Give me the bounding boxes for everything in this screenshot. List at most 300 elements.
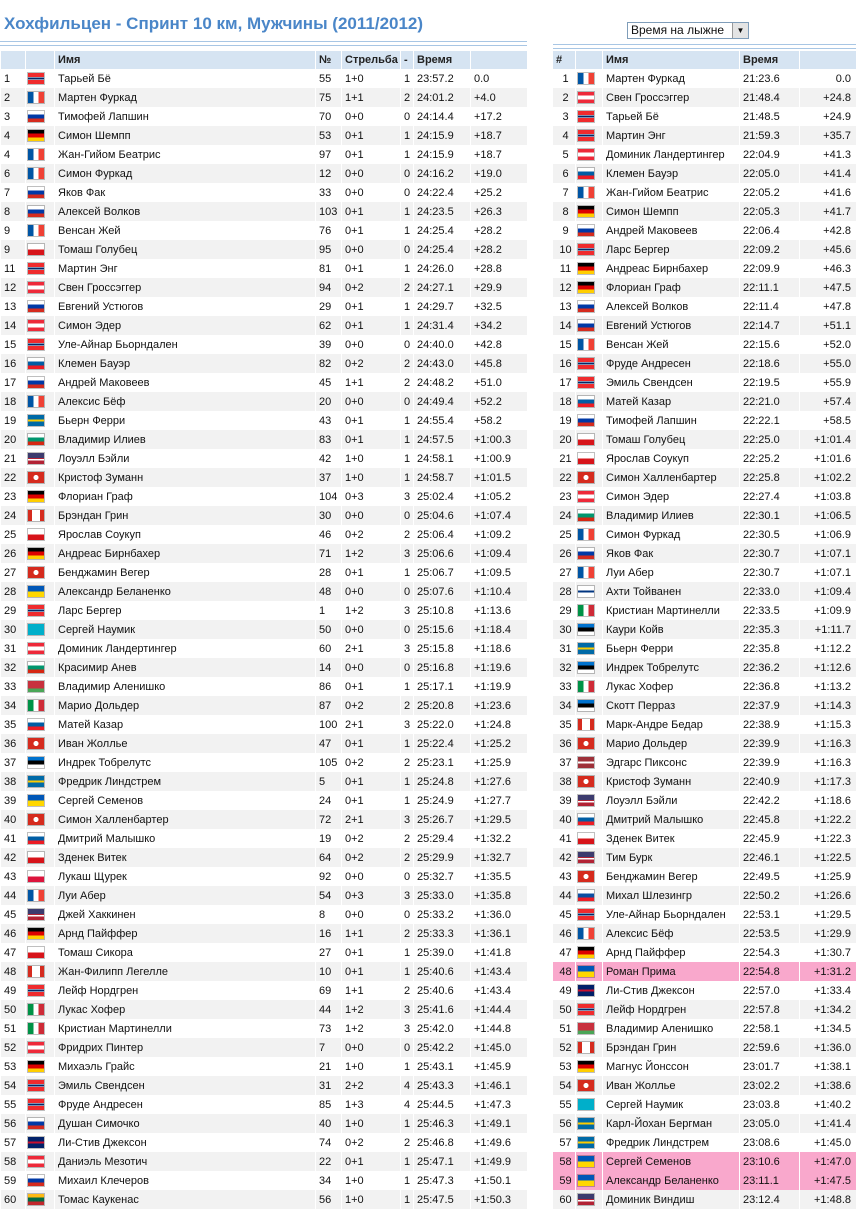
row-position: 22 xyxy=(1,468,25,487)
table-row[interactable] xyxy=(1,1114,527,1133)
table-row[interactable] xyxy=(553,848,856,867)
misses-total: 1 xyxy=(401,1190,413,1209)
athlete-name-link[interactable]: Ли-Стив Джексон xyxy=(603,981,739,1000)
athlete-name-link[interactable]: Жан-Филипп Легелле xyxy=(55,962,315,981)
athlete-name-link[interactable]: Свен Гроссэггер xyxy=(55,278,315,297)
table-row[interactable] xyxy=(1,848,527,867)
misses-total: 3 xyxy=(401,715,413,734)
athlete-name-link[interactable]: Лейф Нордгрен xyxy=(55,981,315,1000)
time-behind: +1:17.3 xyxy=(800,772,856,791)
athlete-name-link[interactable]: Михаил Клечеров xyxy=(55,1171,315,1190)
table-row[interactable] xyxy=(1,107,527,126)
athlete-name-link[interactable]: Зденек Витек xyxy=(55,848,315,867)
finish-time: 25:10.8 xyxy=(414,601,470,620)
table-row[interactable] xyxy=(553,1095,856,1114)
athlete-name-link[interactable]: Магнус Йонссон xyxy=(603,1057,739,1076)
athlete-name-link[interactable]: Симон Фуркад xyxy=(55,164,315,183)
athlete-name-link[interactable]: Зденек Витек xyxy=(603,829,739,848)
table-row[interactable] xyxy=(553,316,856,335)
athlete-name-link[interactable]: Флориан Граф xyxy=(55,487,315,506)
athlete-name-link[interactable]: Жан-Гийом Беатрис xyxy=(603,183,739,202)
dropdown-arrow-icon[interactable]: ▼ xyxy=(732,23,748,38)
table-row[interactable] xyxy=(1,867,527,886)
table-row[interactable] xyxy=(1,791,527,810)
table-row[interactable] xyxy=(553,221,856,240)
athlete-name-link[interactable]: Алексей Волков xyxy=(603,297,739,316)
athlete-name-link[interactable]: Клемен Бауэр xyxy=(55,354,315,373)
table-row[interactable] xyxy=(553,658,856,677)
table-row[interactable] xyxy=(1,335,527,354)
table-row[interactable] xyxy=(1,430,527,449)
country-flag-icon xyxy=(578,301,594,312)
header-time[interactable]: Время xyxy=(414,51,470,69)
time-behind: +1:38.1 xyxy=(800,1057,856,1076)
athlete-name-link[interactable]: Симон Эдер xyxy=(55,316,315,335)
athlete-name-link[interactable]: Клемен Бауэр xyxy=(603,164,739,183)
athlete-name-link[interactable]: Алексей Волков xyxy=(55,202,315,221)
row-position: 59 xyxy=(1,1171,25,1190)
flag-cell xyxy=(576,962,602,981)
flag-cell xyxy=(576,183,602,202)
athlete-name-link[interactable]: Лоуэлл Бэйли xyxy=(55,449,315,468)
table-row[interactable] xyxy=(1,468,527,487)
ski-time: 22:27.4 xyxy=(740,487,799,506)
athlete-name-link[interactable]: Сергей Семенов xyxy=(55,791,315,810)
athlete-name-link[interactable]: Кристиан Мартинелли xyxy=(55,1019,315,1038)
athlete-name-link[interactable]: Красимир Анев xyxy=(55,658,315,677)
athlete-name-link[interactable]: Евгений Устюгов xyxy=(603,316,739,335)
table-row[interactable] xyxy=(553,867,856,886)
table-row[interactable] xyxy=(1,886,527,905)
athlete-name-link[interactable]: Томас Каукенас xyxy=(55,1190,315,1209)
athlete-name-link[interactable]: Сергей Семенов xyxy=(603,1152,739,1171)
country-flag-icon xyxy=(578,529,594,540)
flag-cell xyxy=(26,1057,54,1076)
table-row[interactable] xyxy=(1,1000,527,1019)
athlete-name-link[interactable]: Каури Койв xyxy=(603,620,739,639)
athlete-name-link[interactable]: Яков Фак xyxy=(603,544,739,563)
table-row[interactable] xyxy=(553,905,856,924)
table-row[interactable] xyxy=(1,1133,527,1152)
table-row[interactable] xyxy=(553,1152,856,1171)
view-mode-select[interactable] xyxy=(627,22,749,39)
table-row[interactable] xyxy=(553,297,856,316)
table-row[interactable] xyxy=(553,753,856,772)
athlete-name-link[interactable]: Фридрих Пинтер xyxy=(55,1038,315,1057)
table-row[interactable] xyxy=(1,1057,527,1076)
table-row[interactable] xyxy=(553,962,856,981)
athlete-name-link[interactable]: Лукас Хофер xyxy=(55,1000,315,1019)
table-row[interactable] xyxy=(553,69,856,88)
table-row[interactable] xyxy=(1,1152,527,1171)
bib-number: 56 xyxy=(316,1190,341,1209)
shooting-result: 0+0 xyxy=(342,164,400,183)
table-row[interactable] xyxy=(1,658,527,677)
athlete-name-link[interactable]: Доминик Ландертингер xyxy=(603,145,739,164)
table-row[interactable] xyxy=(553,392,856,411)
finish-time: 25:07.6 xyxy=(414,582,470,601)
athlete-name-link[interactable]: Даниэль Мезотич xyxy=(55,1152,315,1171)
table-row[interactable] xyxy=(553,886,856,905)
country-flag-icon xyxy=(578,776,594,787)
table-row[interactable] xyxy=(553,601,856,620)
country-flag-icon xyxy=(28,225,44,236)
table-row[interactable] xyxy=(553,411,856,430)
athlete-name-link[interactable]: Фруде Андресен xyxy=(603,354,739,373)
table-row[interactable] xyxy=(1,164,527,183)
table-row[interactable] xyxy=(1,943,527,962)
table-row[interactable] xyxy=(1,506,527,525)
athlete-name-link[interactable]: Симон Халленбартер xyxy=(603,468,739,487)
table-row[interactable] xyxy=(1,696,527,715)
athlete-name-link[interactable]: Доминик Ландертингер xyxy=(55,639,315,658)
table-row[interactable] xyxy=(553,126,856,145)
athlete-name-link[interactable]: Владимир Илиев xyxy=(603,506,739,525)
table-row[interactable] xyxy=(1,88,527,107)
table-row[interactable] xyxy=(553,88,856,107)
athlete-name-link[interactable]: Симон Фуркад xyxy=(603,525,739,544)
table-row[interactable] xyxy=(553,924,856,943)
athlete-name-link[interactable]: Кристоф Зуманн xyxy=(55,468,315,487)
athlete-name-link[interactable]: Бьерн Ферри xyxy=(603,639,739,658)
athlete-name-link[interactable]: Владимир Илиев xyxy=(55,430,315,449)
athlete-name-link[interactable]: Андрей Маковеев xyxy=(603,221,739,240)
athlete-name-link[interactable]: Владимир Аленишко xyxy=(55,677,315,696)
athlete-name-link[interactable]: Ларс Бергер xyxy=(603,240,739,259)
table-row[interactable] xyxy=(553,791,856,810)
table-row[interactable] xyxy=(1,411,527,430)
athlete-name-link[interactable]: Эдгарс Пиксонс xyxy=(603,753,739,772)
table-row[interactable] xyxy=(553,354,856,373)
athlete-name-link[interactable]: Венсан Жей xyxy=(603,335,739,354)
athlete-name-link[interactable]: Уле-Айнар Бьорндален xyxy=(55,335,315,354)
country-flag-icon xyxy=(28,1118,44,1129)
athlete-name-link[interactable]: Сергей Наумик xyxy=(55,620,315,639)
athlete-name-link[interactable]: Тим Бурк xyxy=(603,848,739,867)
table-row[interactable] xyxy=(553,1133,856,1152)
athlete-name-link[interactable]: Тимофей Лапшин xyxy=(55,107,315,126)
athlete-name-link[interactable]: Александр Беланенко xyxy=(603,1171,739,1190)
misses-total: 3 xyxy=(401,601,413,620)
row-rank: 4 xyxy=(553,126,575,145)
table-row[interactable] xyxy=(1,487,527,506)
athlete-name-link[interactable]: Фруде Андресен xyxy=(55,1095,315,1114)
athlete-name-link[interactable]: Арнд Пайффер xyxy=(603,943,739,962)
table-row[interactable] xyxy=(553,696,856,715)
table-row[interactable] xyxy=(553,1076,856,1095)
flag-cell xyxy=(26,1133,54,1152)
table-row[interactable] xyxy=(1,1019,527,1038)
table-row[interactable] xyxy=(1,316,527,335)
table-row[interactable] xyxy=(553,183,856,202)
flag-cell xyxy=(576,202,602,221)
header-shooting[interactable]: Стрельба xyxy=(342,51,400,69)
athlete-name-link[interactable]: Матей Казар xyxy=(55,715,315,734)
table-row[interactable] xyxy=(553,620,856,639)
athlete-name-link[interactable]: Луи Абер xyxy=(603,563,739,582)
header-rank[interactable]: # xyxy=(553,51,575,69)
table-row[interactable] xyxy=(553,202,856,221)
athlete-name-link[interactable]: Мартин Энг xyxy=(55,259,315,278)
table-row[interactable] xyxy=(1,563,527,582)
athlete-name-link[interactable]: Симон Шемпп xyxy=(603,202,739,221)
flag-cell xyxy=(576,1038,602,1057)
bib-number: 103 xyxy=(316,202,341,221)
athlete-name-link[interactable]: Томаш Сикора xyxy=(55,943,315,962)
athlete-name-link[interactable]: Иван Жолльe xyxy=(603,1076,739,1095)
table-row[interactable] xyxy=(1,525,527,544)
flag-cell xyxy=(26,487,54,506)
athlete-name-link[interactable]: Дмитрий Малышко xyxy=(55,829,315,848)
athlete-name-link[interactable]: Эмиль Свендсен xyxy=(603,373,739,392)
table-row[interactable] xyxy=(553,1171,856,1190)
header-ski-time[interactable]: Время xyxy=(740,51,799,69)
table-row[interactable] xyxy=(1,221,527,240)
time-behind: +1:19.9 xyxy=(471,677,527,696)
time-behind: +24.8 xyxy=(800,88,856,107)
athlete-name-link[interactable]: Доминик Виндиш xyxy=(603,1190,739,1209)
athlete-name-link[interactable]: Лукаш Щурек xyxy=(55,867,315,886)
athlete-name-link[interactable]: Флориан Граф xyxy=(603,278,739,297)
athlete-name-link[interactable]: Иван Жолльe xyxy=(55,734,315,753)
athlete-name-link[interactable]: Андреас Бирнбахер xyxy=(55,544,315,563)
table-row[interactable] xyxy=(553,468,856,487)
header-misses[interactable]: - xyxy=(401,51,413,69)
country-flag-icon xyxy=(578,320,594,331)
table-row[interactable] xyxy=(553,373,856,392)
bib-number: 1 xyxy=(316,601,341,620)
table-row[interactable] xyxy=(1,278,527,297)
athlete-name-link[interactable]: Владимир Аленишко xyxy=(603,1019,739,1038)
table-row[interactable] xyxy=(1,677,527,696)
table-row[interactable] xyxy=(553,829,856,848)
ski-time: 22:14.7 xyxy=(740,316,799,335)
athlete-name-link[interactable]: Жан-Гийом Беатрис xyxy=(55,145,315,164)
athlete-name-link[interactable]: Бенджамин Вегер xyxy=(603,867,739,886)
header-name[interactable]: Имя xyxy=(603,51,739,69)
athlete-name-link[interactable]: Бьерн Ферри xyxy=(55,411,315,430)
athlete-name-link[interactable]: Брэндан Грин xyxy=(55,506,315,525)
athlete-name-link[interactable]: Михал Шлезингр xyxy=(603,886,739,905)
table-row[interactable] xyxy=(1,924,527,943)
table-row[interactable] xyxy=(1,259,527,278)
table-row[interactable] xyxy=(1,981,527,1000)
athlete-name-link[interactable]: Ярослав Соукуп xyxy=(603,449,739,468)
table-row[interactable] xyxy=(553,981,856,1000)
table-row[interactable] xyxy=(553,259,856,278)
table-row[interactable] xyxy=(1,354,527,373)
athlete-name-link[interactable]: Душан Симочко xyxy=(55,1114,315,1133)
table-row[interactable] xyxy=(553,639,856,658)
country-flag-icon xyxy=(578,1023,594,1034)
athlete-name-link[interactable]: Ярослав Соукуп xyxy=(55,525,315,544)
athlete-name-link[interactable]: Роман Прима xyxy=(603,962,739,981)
table-row[interactable] xyxy=(553,525,856,544)
athlete-name-link[interactable]: Ли-Стив Джексон xyxy=(55,1133,315,1152)
table-row[interactable] xyxy=(1,734,527,753)
table-row[interactable] xyxy=(1,202,527,221)
table-row[interactable] xyxy=(1,449,527,468)
table-row[interactable] xyxy=(553,772,856,791)
table-row[interactable] xyxy=(1,544,527,563)
table-row[interactable] xyxy=(1,829,527,848)
table-row[interactable] xyxy=(1,145,527,164)
table-row[interactable] xyxy=(1,240,527,259)
table-row[interactable] xyxy=(553,563,856,582)
athlete-name-link[interactable]: Джей Хаккинен xyxy=(55,905,315,924)
athlete-name-link[interactable]: Ахти Тойванен xyxy=(603,582,739,601)
table-row[interactable] xyxy=(553,1057,856,1076)
flag-cell xyxy=(26,544,54,563)
athlete-name-link[interactable]: Тарьей Бё xyxy=(55,69,315,88)
athlete-name-link[interactable]: Алексис Бёф xyxy=(55,392,315,411)
shooting-result: 0+1 xyxy=(342,430,400,449)
athlete-name-link[interactable]: Мартен Фуркад xyxy=(603,69,739,88)
table-row[interactable] xyxy=(553,430,856,449)
athlete-name-link[interactable]: Томаш Голубец xyxy=(603,430,739,449)
table-row[interactable] xyxy=(1,715,527,734)
athlete-name-link[interactable]: Андреас Бирнбахер xyxy=(603,259,739,278)
athlete-name-link[interactable]: Бенджамин Вегер xyxy=(55,563,315,582)
athlete-name-link[interactable]: Марио Дольдер xyxy=(55,696,315,715)
table-row[interactable] xyxy=(1,373,527,392)
athlete-name-link[interactable]: Матей Казар xyxy=(603,392,739,411)
athlete-name-link[interactable]: Марк-Андре Бедар xyxy=(603,715,739,734)
athlete-name-link[interactable]: Дмитрий Малышко xyxy=(603,810,739,829)
table-row[interactable] xyxy=(553,943,856,962)
table-row[interactable] xyxy=(553,278,856,297)
table-row[interactable] xyxy=(553,715,856,734)
table-row[interactable] xyxy=(1,905,527,924)
athlete-name-link[interactable]: Венсан Жей xyxy=(55,221,315,240)
table-row[interactable] xyxy=(1,753,527,772)
shooting-result: 0+0 xyxy=(342,867,400,886)
table-row[interactable] xyxy=(1,582,527,601)
table-row[interactable] xyxy=(553,810,856,829)
table-row[interactable] xyxy=(553,677,856,696)
athlete-name-link[interactable]: Мартен Фуркад xyxy=(55,88,315,107)
athlete-name-link[interactable]: Алексис Бёф xyxy=(603,924,739,943)
athlete-name-link[interactable]: Андрей Маковеев xyxy=(55,373,315,392)
athlete-name-link[interactable]: Кристоф Зуманн xyxy=(603,772,739,791)
table-row[interactable] xyxy=(553,1000,856,1019)
athlete-name-link[interactable]: Эмиль Свендсен xyxy=(55,1076,315,1095)
time-behind: +47.8 xyxy=(800,297,856,316)
header-bib[interactable]: № xyxy=(316,51,341,69)
athlete-name-link[interactable]: Яков Фак xyxy=(55,183,315,202)
athlete-name-link[interactable]: Сергей Наумик xyxy=(603,1095,739,1114)
table-row[interactable] xyxy=(1,1171,527,1190)
athlete-name-link[interactable]: Симон Шемпп xyxy=(55,126,315,145)
table-row[interactable] xyxy=(553,506,856,525)
table-row[interactable] xyxy=(553,449,856,468)
row-rank: 30 xyxy=(553,620,575,639)
shooting-result: 0+1 xyxy=(342,1152,400,1171)
header-name[interactable]: Имя xyxy=(55,51,315,69)
misses-total: 2 xyxy=(401,696,413,715)
table-row[interactable] xyxy=(553,544,856,563)
table-row[interactable] xyxy=(553,734,856,753)
athlete-name-link[interactable]: Индрек Тобрелутс xyxy=(603,658,739,677)
athlete-name-link[interactable]: Арнд Пайффер xyxy=(55,924,315,943)
table-row[interactable] xyxy=(553,487,856,506)
athlete-name-link[interactable]: Карл-Йохан Бергман xyxy=(603,1114,739,1133)
table-row[interactable] xyxy=(553,1190,856,1209)
table-row[interactable] xyxy=(1,126,527,145)
athlete-name-link[interactable]: Симон Эдер xyxy=(603,487,739,506)
athlete-name-link[interactable]: Томаш Голубец xyxy=(55,240,315,259)
table-row[interactable] xyxy=(1,772,527,791)
table-row[interactable] xyxy=(1,620,527,639)
table-row[interactable] xyxy=(1,962,527,981)
table-row[interactable] xyxy=(1,392,527,411)
table-row[interactable] xyxy=(1,1190,527,1209)
athlete-name-link[interactable]: Симон Халленбартер xyxy=(55,810,315,829)
athlete-name-link[interactable]: Александр Беланенко xyxy=(55,582,315,601)
athlete-name-link[interactable]: Марио Дольдер xyxy=(603,734,739,753)
table-row[interactable] xyxy=(553,107,856,126)
flag-cell xyxy=(576,639,602,658)
table-row[interactable] xyxy=(553,164,856,183)
flag-cell xyxy=(26,886,54,905)
shooting-result: 0+1 xyxy=(342,772,400,791)
athlete-name-link[interactable]: Лукас Хофер xyxy=(603,677,739,696)
athlete-name-link[interactable]: Михаэль Грайс xyxy=(55,1057,315,1076)
athlete-name-link[interactable]: Индрек Тобрелутс xyxy=(55,753,315,772)
athlete-name-link[interactable]: Свен Гроссэггер xyxy=(603,88,739,107)
table-row[interactable] xyxy=(1,601,527,620)
athlete-name-link[interactable]: Уле-Айнар Бьорндален xyxy=(603,905,739,924)
athlete-name-link[interactable]: Брэндан Грин xyxy=(603,1038,739,1057)
table-row[interactable] xyxy=(1,1095,527,1114)
bib-number: 44 xyxy=(316,1000,341,1019)
table-row[interactable] xyxy=(1,810,527,829)
shooting-result: 0+1 xyxy=(342,297,400,316)
athlete-name-link[interactable]: Лейф Нордгрен xyxy=(603,1000,739,1019)
table-row[interactable] xyxy=(1,183,527,202)
table-row[interactable] xyxy=(553,1114,856,1133)
table-row[interactable] xyxy=(1,1038,527,1057)
athlete-name-link[interactable]: Луи Абер xyxy=(55,886,315,905)
table-row[interactable] xyxy=(553,1038,856,1057)
athlete-name-link[interactable]: Кристиан Мартинелли xyxy=(603,601,739,620)
row-position: 18 xyxy=(1,392,25,411)
table-row[interactable] xyxy=(1,1076,527,1095)
finish-time: 25:33.2 xyxy=(414,905,470,924)
athlete-name-link[interactable]: Лоуэлл Бэйли xyxy=(603,791,739,810)
table-row[interactable] xyxy=(553,335,856,354)
table-row[interactable] xyxy=(1,639,527,658)
finish-time: 25:24.9 xyxy=(414,791,470,810)
athlete-name-link[interactable]: Евгений Устюгов xyxy=(55,297,315,316)
table-row[interactable] xyxy=(553,1019,856,1038)
misses-total: 0 xyxy=(401,506,413,525)
table-row[interactable] xyxy=(553,240,856,259)
athlete-name-link[interactable]: Ларс Бергер xyxy=(55,601,315,620)
misses-total: 3 xyxy=(401,1000,413,1019)
athlete-name-link[interactable]: Тимофей Лапшин xyxy=(603,411,739,430)
table-row[interactable] xyxy=(553,582,856,601)
table-row[interactable] xyxy=(553,145,856,164)
table-row[interactable] xyxy=(1,69,527,88)
time-behind: +1:46.1 xyxy=(471,1076,527,1095)
table-row[interactable] xyxy=(1,297,527,316)
athlete-name-link[interactable]: Мартин Энг xyxy=(603,126,739,145)
athlete-name-link[interactable]: Скотт Перраз xyxy=(603,696,739,715)
athlete-name-link[interactable]: Фредрик Линдстрем xyxy=(55,772,315,791)
athlete-name-link[interactable]: Тарьей Бё xyxy=(603,107,739,126)
athlete-name-link[interactable]: Фредрик Линдстрем xyxy=(603,1133,739,1152)
